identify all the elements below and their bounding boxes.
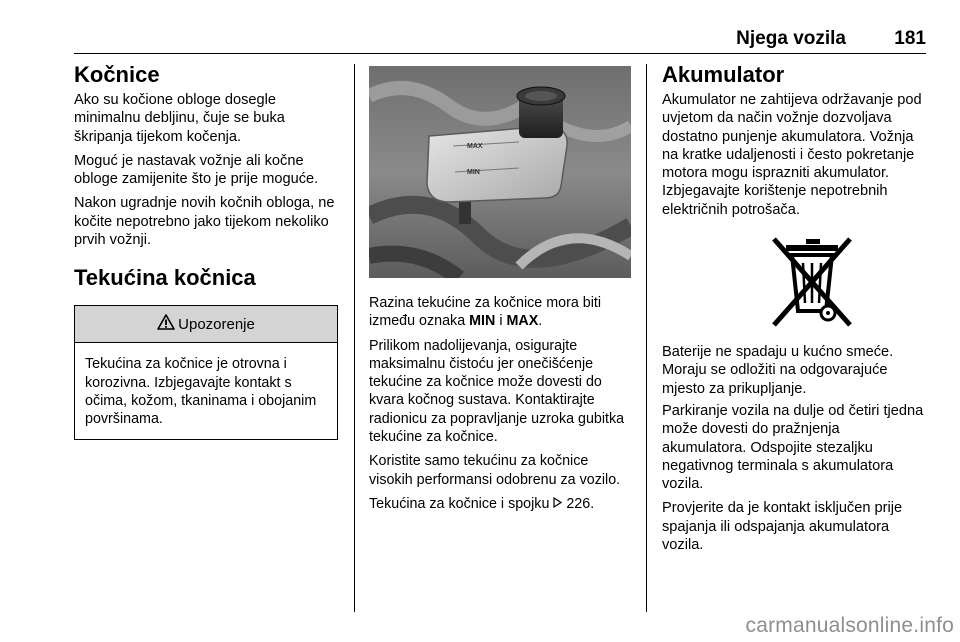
warning-text: Tekućina za kočnice je otrovna i korozivna. Izbjegavajte kontakt s očima, kožom, tkaninama i obojanim površinama. <box>85 356 317 428</box>
brakes-paragraph-1: Ako su kočione obloge dosegle minimalnu debljinu, čuje se buka škripanja tijekom kočenja. <box>74 92 285 145</box>
max-label: MAX <box>506 313 539 330</box>
column-brake-fluid <box>369 62 631 519</box>
page-reference-icon <box>553 496 562 512</box>
warning-box <box>74 305 338 439</box>
watermark: carmanualsonline.info <box>745 614 954 637</box>
warning-title: Upozorenje <box>178 315 255 333</box>
battery-paragraph-4: Parkiranje vozila na dulje od četiri tjedna može dovesti do pražnjenja akumulatora. Odspojite stezaljku negativnog terminala s akumulatora vozila. <box>662 402 924 493</box>
column-battery <box>662 62 928 560</box>
max-level-mark: MAX <box>467 143 483 150</box>
header-rule <box>74 53 926 54</box>
column-divider-1 <box>354 64 355 612</box>
fluid-level-paragraph: Razina tekućine za kočnice mora biti između oznaka MIN i MAX. <box>369 295 602 330</box>
column-brakes <box>74 62 340 440</box>
brakes-paragraph-3: Nakon ugradnje novih kočnih obloga, ne kočite nepotrebno jako tijekom nekoliko prvih vožnji. <box>74 195 335 249</box>
crossed-out-bin-icon <box>766 233 856 329</box>
battery-paragraph-1: Akumulator ne zahtijeva održavanje pod uvjetom da način vožnje dozvoljava dostatno punjenje akumulatora. Vožnja na kratke udaljenosti i često pokretanje motora mogu isprazniti akumulator. <box>662 92 922 182</box>
battery-paragraph-3: Baterije ne spadaju u kućno smeće. Moraju se odložiti na odgovarajuće mjesto za prikupljanje. <box>662 344 894 397</box>
battery-paragraph-5: Provjerite da je kontakt isključen prije spajanja ili odspajanja akumulatora vozila. <box>662 500 903 554</box>
battery-paragraph-2: Izbjegavajte korištenje nepotrebnih električnih potrošača. <box>662 183 888 218</box>
heading-battery: Akumulator <box>662 62 785 87</box>
section-title: Njega vozila <box>736 28 846 49</box>
heading-brakes: Kočnice <box>74 62 160 87</box>
page-reference-link[interactable]: 226. <box>566 495 595 512</box>
heading-brake-fluid: Tekućina kočnica <box>74 265 256 291</box>
min-level-mark: MIN <box>467 169 480 176</box>
brake-fluid-reservoir-photo <box>369 66 631 278</box>
min-label: MIN <box>469 313 496 330</box>
page-number: 181 <box>894 28 926 49</box>
page-header <box>74 24 926 54</box>
fluid-topup-paragraph: Prilikom nadolijevanja, osigurajte maksimalnu čistoću jer onečišćenje tekućine za kočnice može dovesti do kvara kočnog sustava. Kontaktirajte radionicu za popravljanje uzroka gubitka tekućine za kočnice. <box>369 337 625 446</box>
fluid-type-paragraph: Koristite samo tekućinu za kočnice visokih performansi odobrenu za vozilo. <box>369 453 621 488</box>
warning-triangle-icon <box>157 314 175 334</box>
brakes-paragraph-2: Moguć je nastavak vožnje ali kočne obloge zamijenite što je prije moguće. <box>74 152 319 188</box>
column-divider-2 <box>646 64 647 612</box>
fluid-reference-paragraph: Tekućina za kočnice i spojku 226. <box>369 495 595 512</box>
warning-header <box>75 306 337 343</box>
